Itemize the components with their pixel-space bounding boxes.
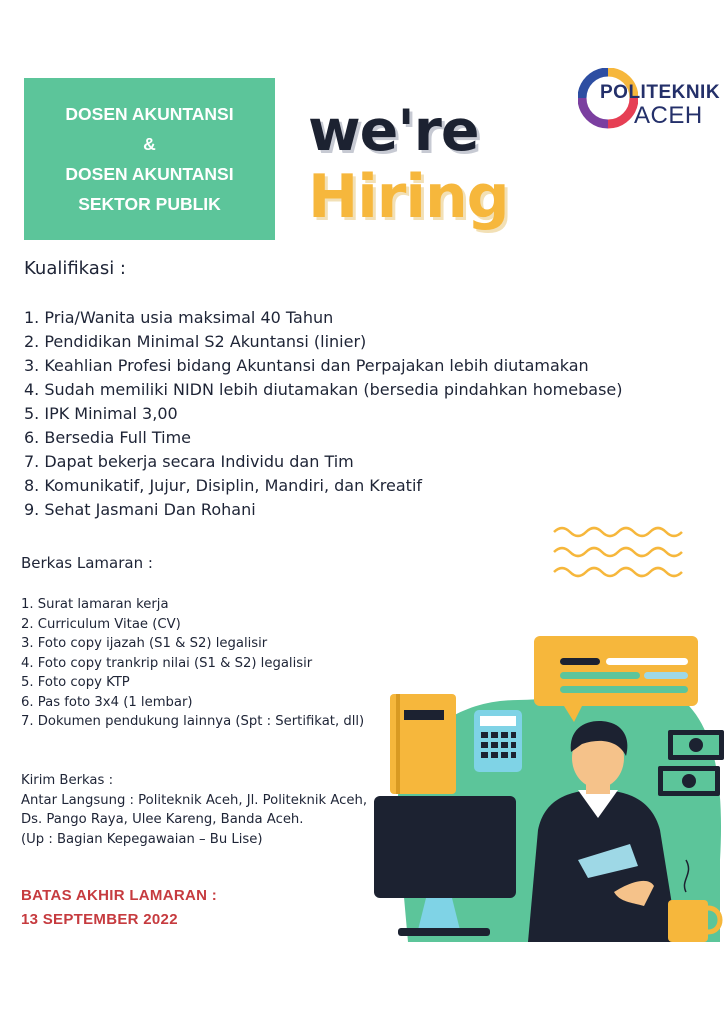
logo-text-line-2: ACEH (634, 102, 703, 129)
notebook-icon (390, 694, 456, 794)
deadline-label: BATAS AKHIR LAMARAN : (21, 887, 217, 904)
headline-top: we're (308, 98, 479, 164)
list-item: 2. Pendidikan Minimal S2 Akuntansi (linier) (24, 332, 367, 351)
deadline-date: 13 SEPTEMBER 2022 (21, 911, 178, 928)
position-title-box (24, 78, 275, 240)
position-line-2: & (143, 134, 156, 154)
position-line-3: DOSEN AKUNTANSI (65, 164, 234, 184)
list-item: 2. Curriculum Vitae (CV) (21, 616, 181, 632)
documents-heading: Berkas Lamaran : (21, 554, 153, 572)
position-line-4: SEKTOR PUBLIK (78, 194, 221, 214)
list-item: 1. Pria/Wanita usia maksimal 40 Tahun (24, 308, 334, 327)
politeknik-aceh-logo (578, 68, 721, 130)
documents-list (21, 595, 376, 732)
list-item: 6. Pas foto 3x4 (1 lembar) (21, 694, 193, 710)
list-item: 3. Keahlian Profesi bidang Akuntansi dan Perpajakan lebih diutamakan (24, 356, 589, 375)
list-item: 4. Sudah memiliki NIDN lebih diutamakan (bersedia pindahkan homebase) (24, 380, 623, 399)
office-worker-illustration (368, 630, 724, 942)
list-item: 8. Komunikatif, Jujur, Disiplin, Mandiri, dan Kreatif (24, 476, 423, 495)
headline-bottom: Hiring (308, 162, 509, 232)
list-item: 7. Dapat bekerja secara Individu dan Tim (24, 452, 354, 471)
list-item: 4. Foto copy trankrip nilai (S1 & S2) legalisir (21, 655, 313, 671)
logo-text-line-1: POLITEKNIK (600, 82, 721, 103)
submission-heading: Kirim Berkas : (21, 773, 114, 788)
list-item: 3. Foto copy ijazah (S1 & S2) legalisir (21, 636, 268, 651)
qualifications-heading: Kualifikasi : (24, 258, 126, 279)
qualifications-list (24, 306, 714, 522)
calculator-icon (474, 710, 522, 772)
submission-address: Antar Langsung : Politeknik Aceh, Jl. Politeknik Aceh, Ds. Pango Raya, Ulee Kareng, Banda Aceh. (21, 792, 368, 827)
deadline (21, 884, 217, 932)
hiring-headline (308, 100, 509, 230)
decorative-waves-icon (552, 524, 687, 582)
list-item: 6. Bersedia Full Time (24, 428, 192, 447)
list-item: 5. Foto copy KTP (21, 675, 130, 690)
position-line-1: DOSEN AKUNTANSI (65, 104, 234, 124)
list-item: 5. IPK Minimal 3,00 (24, 404, 178, 423)
submission-contact: (Up : Bagian Kepegawaian – Bu Lise) (21, 831, 263, 847)
list-item: 9. Sehat Jasmani Dan Rohani (24, 500, 256, 519)
submission-info (21, 771, 381, 849)
list-item: 7. Dokumen pendukung lainnya (Spt : Sertifikat, dll) (21, 714, 365, 729)
list-item: 1. Surat lamaran kerja (21, 597, 169, 612)
